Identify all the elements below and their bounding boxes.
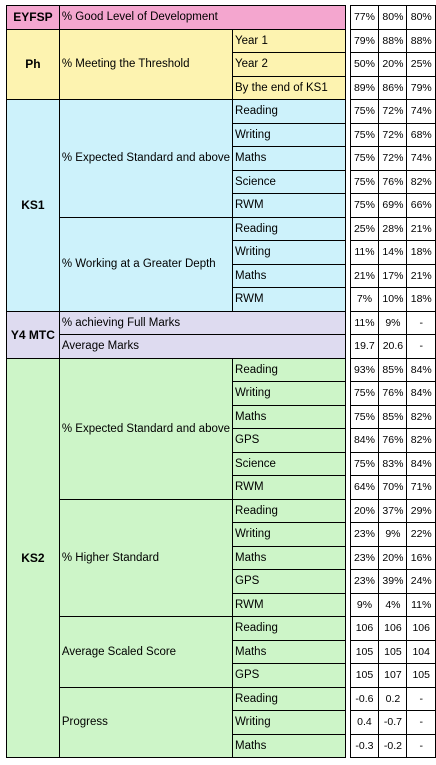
value-cell: 74% bbox=[407, 100, 436, 124]
value-cell: 18% bbox=[407, 241, 436, 265]
value-cell: 22% bbox=[407, 523, 436, 547]
value-cell: 82% bbox=[407, 170, 436, 194]
value-cell: 9% bbox=[350, 593, 379, 617]
ph-measure: % Meeting the Threshold bbox=[59, 29, 232, 100]
ks2-measure: Progress bbox=[59, 687, 232, 758]
value-cell: - bbox=[407, 311, 436, 335]
value-cell: 75% bbox=[350, 382, 379, 406]
y4mtc-measure: Average Marks bbox=[59, 335, 345, 359]
value-cell: 20% bbox=[379, 546, 407, 570]
value-cell: 39% bbox=[379, 570, 407, 594]
subject-label: RWM bbox=[233, 194, 346, 218]
subject-label: Writing bbox=[233, 711, 346, 735]
value-cell: - bbox=[407, 687, 436, 711]
value-cell: 75% bbox=[350, 147, 379, 171]
value-cell: 106 bbox=[379, 617, 407, 641]
value-cell: 105 bbox=[379, 640, 407, 664]
ks2-row bbox=[7, 617, 436, 641]
value-cell: 28% bbox=[379, 217, 407, 241]
ph-sub-label: By the end of KS1 bbox=[233, 76, 346, 100]
value-cell: 11% bbox=[407, 593, 436, 617]
ks1-row bbox=[7, 217, 436, 241]
value-cell: 74% bbox=[407, 147, 436, 171]
value-cell: 84% bbox=[407, 452, 436, 476]
y4mtc-row bbox=[7, 311, 436, 335]
value-cell: 89% bbox=[350, 76, 379, 100]
ks2-row bbox=[7, 499, 436, 523]
value-cell: 75% bbox=[350, 123, 379, 147]
eyfsp-key: EYFSP bbox=[7, 6, 60, 30]
value-cell: 93% bbox=[350, 358, 379, 382]
value-cell: 23% bbox=[350, 570, 379, 594]
subject-label: Writing bbox=[233, 382, 346, 406]
value-cell: - bbox=[407, 734, 436, 758]
value-cell: 25% bbox=[407, 53, 436, 77]
value-cell: 14% bbox=[379, 241, 407, 265]
subject-label: RWM bbox=[233, 288, 346, 312]
value-cell: 66% bbox=[407, 194, 436, 218]
value-cell: 105 bbox=[350, 640, 379, 664]
subject-label: GPS bbox=[233, 429, 346, 453]
value-cell: 105 bbox=[407, 664, 436, 688]
value-cell: 106 bbox=[407, 617, 436, 641]
ks2-key: KS2 bbox=[7, 358, 60, 758]
value-cell: 75% bbox=[350, 452, 379, 476]
value-cell: 107 bbox=[379, 664, 407, 688]
value-cell: - bbox=[407, 711, 436, 735]
y4mtc-row bbox=[7, 335, 436, 359]
subject-label: Writing bbox=[233, 241, 346, 265]
value-cell: 80% bbox=[379, 6, 407, 30]
ks2-measure: % Higher Standard bbox=[59, 499, 232, 617]
subject-label: Reading bbox=[233, 499, 346, 523]
value-cell: 71% bbox=[407, 476, 436, 500]
value-cell: 64% bbox=[350, 476, 379, 500]
value-cell: 86% bbox=[379, 76, 407, 100]
ks2-measure: % Expected Standard and above bbox=[59, 358, 232, 499]
value-cell: 21% bbox=[407, 264, 436, 288]
subject-label: Science bbox=[233, 452, 346, 476]
value-cell: 106 bbox=[350, 617, 379, 641]
ks1-measure: % Expected Standard and above bbox=[59, 100, 232, 218]
value-cell: 50% bbox=[350, 53, 379, 77]
value-cell: 104 bbox=[407, 640, 436, 664]
value-cell: 88% bbox=[407, 29, 436, 53]
eyfsp-row bbox=[7, 6, 436, 30]
value-cell: -0.3 bbox=[350, 734, 379, 758]
value-cell: 9% bbox=[379, 523, 407, 547]
value-cell: 75% bbox=[350, 194, 379, 218]
value-cell: 72% bbox=[379, 123, 407, 147]
value-cell: 4% bbox=[379, 593, 407, 617]
value-cell: 7% bbox=[350, 288, 379, 312]
value-cell: 83% bbox=[379, 452, 407, 476]
value-cell: 21% bbox=[350, 264, 379, 288]
value-cell: 25% bbox=[350, 217, 379, 241]
subject-label: GPS bbox=[233, 570, 346, 594]
ks1-measure: % Working at a Greater Depth bbox=[59, 217, 232, 311]
eyfsp-measure: % Good Level of Development bbox=[59, 6, 345, 30]
value-cell: 84% bbox=[407, 358, 436, 382]
subject-label: Writing bbox=[233, 123, 346, 147]
value-cell: 82% bbox=[407, 429, 436, 453]
subject-label: Maths bbox=[233, 640, 346, 664]
value-cell: -0.2 bbox=[379, 734, 407, 758]
value-cell: 11% bbox=[350, 241, 379, 265]
value-cell: 84% bbox=[407, 382, 436, 406]
value-cell: 17% bbox=[379, 264, 407, 288]
value-cell: 23% bbox=[350, 523, 379, 547]
value-cell: 23% bbox=[350, 546, 379, 570]
subject-label: Writing bbox=[233, 523, 346, 547]
subject-label: GPS bbox=[233, 664, 346, 688]
value-cell: 85% bbox=[379, 358, 407, 382]
value-cell: 24% bbox=[407, 570, 436, 594]
value-cell: 88% bbox=[379, 29, 407, 53]
subject-label: Reading bbox=[233, 358, 346, 382]
value-cell: 16% bbox=[407, 546, 436, 570]
value-cell: 21% bbox=[407, 217, 436, 241]
value-cell: 20.6 bbox=[379, 335, 407, 359]
subject-label: Reading bbox=[233, 217, 346, 241]
ks2-row bbox=[7, 687, 436, 711]
value-cell: 0.4 bbox=[350, 711, 379, 735]
value-cell: 19.7 bbox=[350, 335, 379, 359]
value-cell: 76% bbox=[379, 382, 407, 406]
y4mtc-key: Y4 MTC bbox=[7, 311, 60, 358]
value-cell: 70% bbox=[379, 476, 407, 500]
ks1-key: KS1 bbox=[7, 100, 60, 312]
ks1-row bbox=[7, 100, 436, 124]
subject-label: Maths bbox=[233, 147, 346, 171]
subject-label: Maths bbox=[233, 734, 346, 758]
value-cell: 9% bbox=[379, 311, 407, 335]
y4mtc-measure: % achieving Full Marks bbox=[59, 311, 345, 335]
value-cell: 68% bbox=[407, 123, 436, 147]
subject-label: Reading bbox=[233, 617, 346, 641]
value-cell: 72% bbox=[379, 100, 407, 124]
ph-key: Ph bbox=[7, 29, 60, 100]
value-cell: -0.7 bbox=[379, 711, 407, 735]
value-cell: 10% bbox=[379, 288, 407, 312]
value-cell: 76% bbox=[379, 170, 407, 194]
value-cell: 75% bbox=[350, 405, 379, 429]
value-cell: - bbox=[407, 335, 436, 359]
value-cell: 75% bbox=[350, 100, 379, 124]
value-cell: 20% bbox=[350, 499, 379, 523]
value-cell: 75% bbox=[350, 170, 379, 194]
results-table bbox=[6, 5, 436, 758]
value-cell: 11% bbox=[350, 311, 379, 335]
value-cell: 37% bbox=[379, 499, 407, 523]
value-cell: 18% bbox=[407, 288, 436, 312]
ph-sub-label: Year 2 bbox=[233, 53, 346, 77]
subject-label: RWM bbox=[233, 476, 346, 500]
value-cell: 84% bbox=[350, 429, 379, 453]
value-cell: -0.6 bbox=[350, 687, 379, 711]
value-cell: 29% bbox=[407, 499, 436, 523]
value-cell: 20% bbox=[379, 53, 407, 77]
value-cell: 76% bbox=[379, 429, 407, 453]
value-cell: 69% bbox=[379, 194, 407, 218]
value-cell: 82% bbox=[407, 405, 436, 429]
subject-label: RWM bbox=[233, 593, 346, 617]
value-cell: 80% bbox=[407, 6, 436, 30]
value-cell: 85% bbox=[379, 405, 407, 429]
value-cell: 105 bbox=[350, 664, 379, 688]
subject-label: Science bbox=[233, 170, 346, 194]
value-cell: 79% bbox=[350, 29, 379, 53]
subject-label: Reading bbox=[233, 687, 346, 711]
ph-row bbox=[7, 29, 436, 53]
ks2-measure: Average Scaled Score bbox=[59, 617, 232, 688]
subject-label: Maths bbox=[233, 405, 346, 429]
value-cell: 0.2 bbox=[379, 687, 407, 711]
subject-label: Maths bbox=[233, 546, 346, 570]
value-cell: 77% bbox=[350, 6, 379, 30]
subject-label: Maths bbox=[233, 264, 346, 288]
value-cell: 72% bbox=[379, 147, 407, 171]
ph-sub-label: Year 1 bbox=[233, 29, 346, 53]
subject-label: Reading bbox=[233, 100, 346, 124]
value-cell: 79% bbox=[407, 76, 436, 100]
ks2-row bbox=[7, 358, 436, 382]
